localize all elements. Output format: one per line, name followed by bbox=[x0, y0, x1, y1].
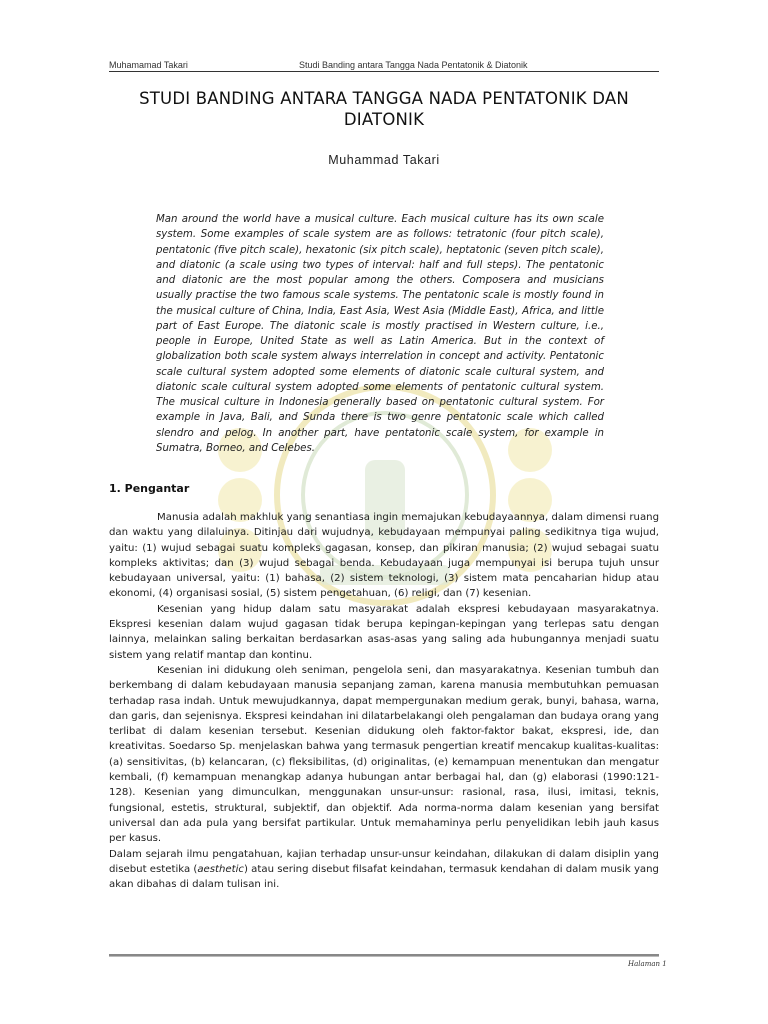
header-rule bbox=[109, 71, 659, 72]
paragraph bbox=[109, 847, 659, 893]
paragraph-text: Dalam sejarah ilmu pengatahuan, kajian terhadap unsur-unsur keindahan, dilakukan di dalam disiplin yang disebut estetika ( bbox=[109, 848, 659, 875]
footer-rule bbox=[109, 954, 659, 957]
header-title: Studi Banding antara Tangga Nada Pentatonik & Diatonik bbox=[299, 60, 528, 70]
article-title: STUDI BANDING ANTARA TANGGA NADA PENTATONIK DAN DIATONIK bbox=[139, 89, 629, 129]
article-author: Muhammad Takari bbox=[328, 153, 440, 167]
paragraph: Kesenian ini didukung oleh seniman, pengelola seni, dan masyarakatnya. Kesenian tumbuh dan berkembang di dalam kebudayaan manusia sepanjang zaman, karena manusia membutuhkan pemuasan terhadap rasa indah. Untuk mewujudkannya, dapat mempergunakan medium gerak, bunyi, bahasa, warna, dan garis, dan sejenisnya. Ekspresi keindahan ini dilatarbelakangi oleh pengalaman dan budaya orang yang terlibat di dalam kesenian tersebut. Kesenian didukung oleh faktor-faktor bakat, ekspresi, ide, dan kreativitas. Soedarso Sp. menjelaskan bahwa yang termasuk pengertian kreatif mencakup kualitas-kualitas: (a) sensitivitas, (b) kelancaran, (c) fleksibilitas, (d) originalitas, (e) kemampuan menentukan dan mengatur kembali, (f) kemampuan menangkap adanya hubungan antar berbagai hal, dan (g) elaborasi (1990:121-128). Kesenian yang dimunculkan, menggunakan unsur-unsur: rasional, rasa, ilusi, imitasi, teknis, fungsional, estetis, struktural, subjektif, dan objektif. Ada norma-norma dalam kesenian yang bersifat universal dan ada pula yang bersifat partikular. Untuk memahaminya perlu penyelidikan lebih jauh kasus per kasus. bbox=[109, 664, 659, 845]
paragraph: Manusia adalah makhluk yang senantiasa ingin memajukan kebudayaannya, dalam dimensi ruang dan waktu yang dilaluinya. Ditinjau dari wujudnya, kebudayaan mempunyai paling sedikitnya tiga wujud, yaitu: (1) wujud sebagai suatu kompleks gagasan, konsep, dan pikiran manusia; (2) wujud sebagai suatu kompleks aktivitas; dan (3) wujud sebagai benda. Kebudayaan juga mempunyai isi berupa tujuh unsur kebudayaan universal, yaitu: (1) bahasa, (2) sistem teknologi, (3) sistem mata pencaharian hidup atau ekonomi, (4) organisasi sosial, (5) sistem pengetahuan, (6) religi, dan (7) kesenian. bbox=[109, 512, 659, 600]
abstract: Man around the world have a musical culture. Each musical culture has its own scale system. Some examples of scale system are as follows: tetratonic (four pitch scale), pentatonic (five pitch scale), hexatonic (six pitch scale), heptatonic (seven pitch scale), and diatonic (a scale using two types of interval: half and full steps). The pentatonic and diatonic are the most popular among the others. Composera and musicians usually practise the two famous scale systems. The pentatonic scale is mostly found in the musical culture of China, India, East Asia, West Asia (Middle East), Africa, and little part of East Europe. The diatonic scale is mostly practised in Western culture, i.e., people in Europe, United State as well as Latin America. But in the context of globalization both scale system always interrelation in concept and activity. Pentatonic scale cultural system adopted some elements of diatonic scale cultural system, and diatonic scale cultural system adopted some elements of pentatonic cultural system. The musical culture in Indonesia generally based on pentatonic cultural system. For example in Java, Bali, and Sunda there is two genre pentatonic scale which called slendro and pelog. In another part, have pentatonic scale system, for example in Sumatra, Borneo, and Celebes. bbox=[156, 214, 604, 454]
paragraph-text: ) atau sering disebut filsafat keindahan, termasuk kendahan di dalam musik yang akan dibahas di dalam tulisan ini. bbox=[109, 863, 659, 891]
page-number: Halaman 1 bbox=[628, 960, 667, 968]
header-author: Muhamamad Takari bbox=[109, 60, 188, 70]
italic-term: aesthetic bbox=[197, 863, 245, 875]
paragraph: Kesenian yang hidup dalam satu masyarakat adalah ekspresi kebudayaan masyarakatnya. Ekspresi kesenian dalam wujud gagasan tidak berupa kepingan-kepingan yang terlepas satu dengan lainnya, melainkan saling berkaitan berdasarkan asas-asas yang saling ada hubungannya menjadi suatu sistem yang relatif mantap dan kontinu. bbox=[109, 603, 659, 661]
section-heading: 1. Pengantar bbox=[109, 482, 190, 495]
body-text bbox=[109, 510, 659, 892]
